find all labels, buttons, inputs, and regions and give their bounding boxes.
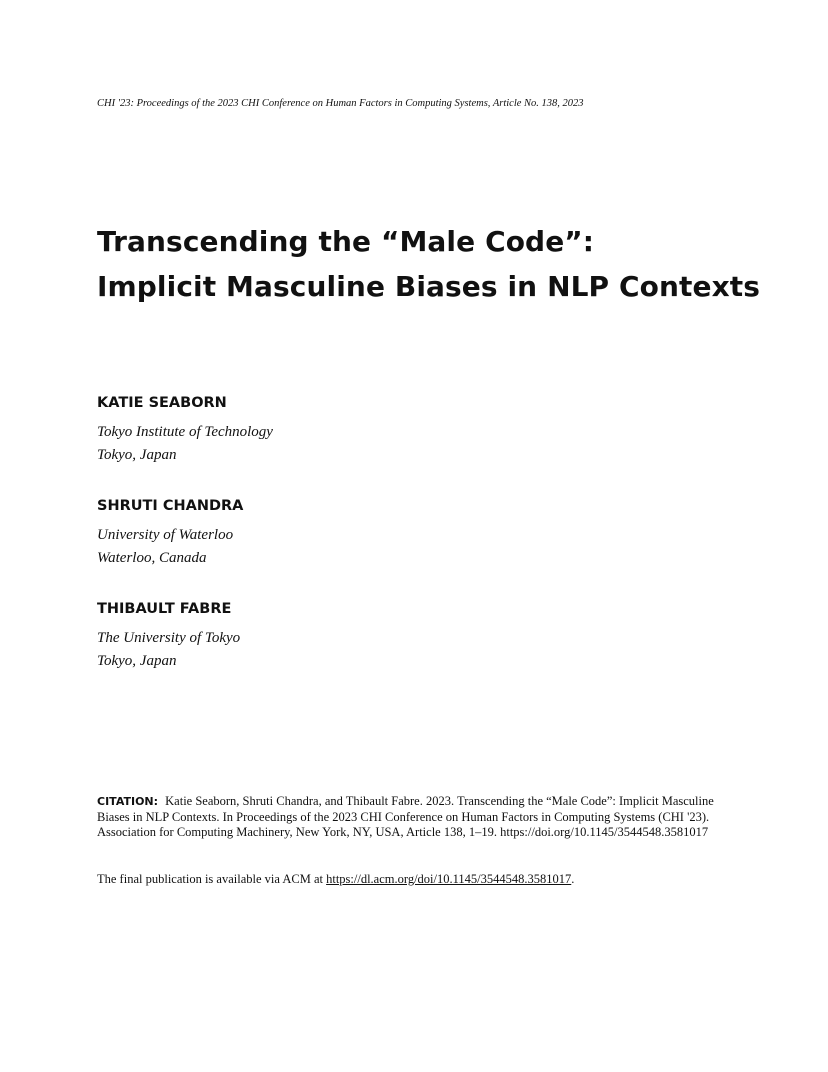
author-name: KATIE SEABORN: [97, 395, 227, 411]
availability-prefix: The final publication is available via ACM at: [97, 872, 327, 886]
author-block: [97, 496, 497, 570]
author-affiliation: University of Waterloo: [97, 527, 234, 543]
author-affiliation: Tokyo Institute of Technology: [97, 424, 273, 440]
citation-text: Katie Seaborn, Shruti Chandra, and Thibault Fabre. 2023. Transcending the “Male Code”: Implicit Masculine Biases in NLP Contexts. In Proceedings of the 2023 CHI Conference on Human Factors in Computing Systems (CHI '23). Association for Computing Machinery, New York, NY, USA, Article 138, 1–19. https://doi.org/10.1145/3544548.3581017: [97, 794, 714, 840]
availability-suffix: .: [571, 872, 575, 886]
author-block: [97, 393, 497, 467]
citation-block: [97, 794, 727, 841]
paper-title-line-2: Implicit Masculine Biases in NLP Contexts: [97, 270, 761, 303]
author-location: Tokyo, Japan: [97, 653, 177, 669]
citation-label: CITATION:: [97, 795, 159, 808]
running-header: CHI '23: Proceedings of the 2023 CHI Conference on Human Factors in Computing Systems, Article No. 138, 2023: [97, 98, 584, 109]
author-location: Tokyo, Japan: [97, 447, 177, 463]
availability-note: [97, 871, 737, 887]
acm-doi-link[interactable]: https://dl.acm.org/doi/10.1145/3544548.3581017: [326, 872, 572, 886]
author-affiliation: The University of Tokyo: [97, 630, 241, 646]
author-block: [97, 599, 497, 673]
author-name: THIBAULT FABRE: [97, 601, 232, 617]
author-location: Waterloo, Canada: [97, 550, 207, 566]
paper-title: [97, 219, 777, 309]
paper-title-line-1: Transcending the “Male Code”:: [97, 225, 595, 258]
author-name: SHRUTI CHANDRA: [97, 498, 244, 514]
